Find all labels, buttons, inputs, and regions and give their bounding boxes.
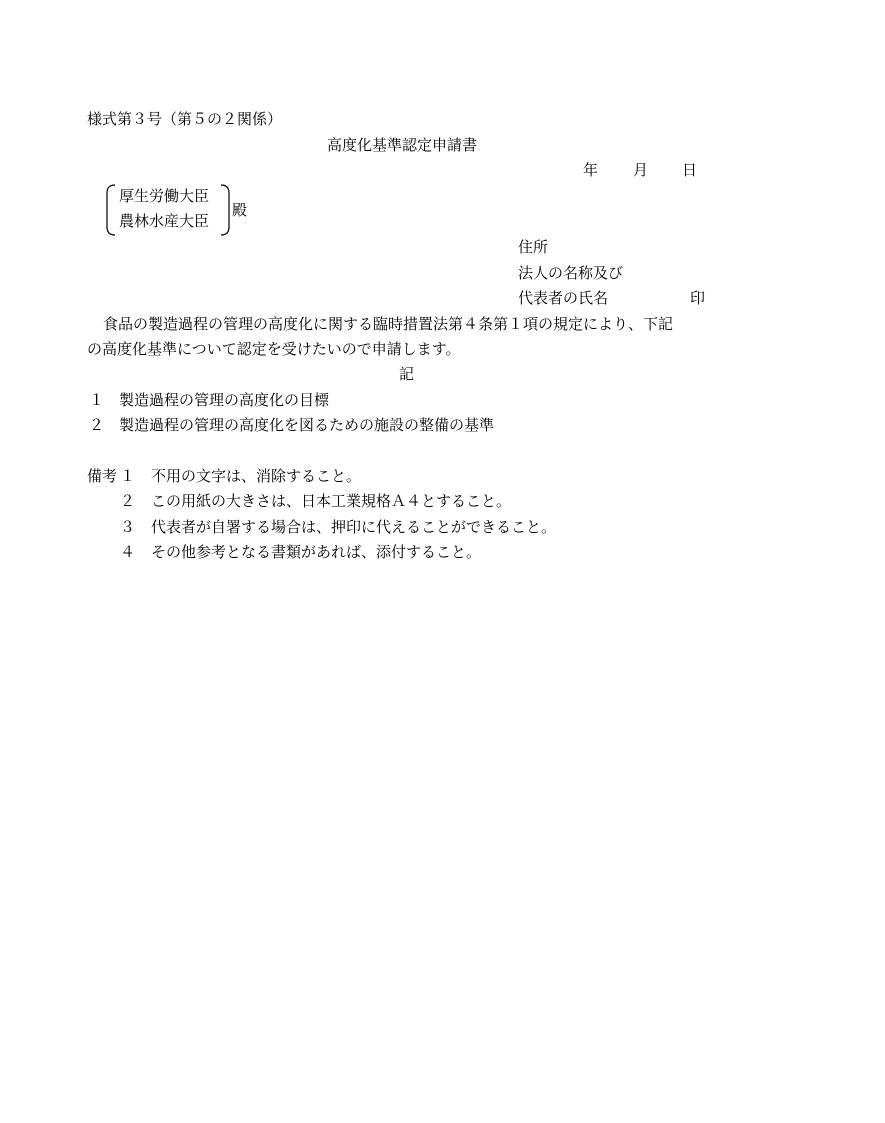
- address-label: 住所: [518, 238, 549, 256]
- corporation-name-label: 法人の名称及び: [518, 264, 624, 282]
- seal-label: 印: [690, 289, 706, 307]
- body-text-line-1: 食品の製造過程の管理の高度化に関する臨時措置法第４条第１項の規定により、下記: [103, 315, 674, 333]
- recipient-labor-minister: 厚生労働大臣: [119, 187, 210, 205]
- date-day-label: 日: [682, 161, 698, 179]
- note-number: ２: [120, 492, 136, 510]
- recipient-block: [106, 184, 230, 236]
- body-text-line-2: の高度化基準について認定を受けたいので申請します。: [87, 340, 461, 358]
- note-number: ４: [120, 543, 136, 561]
- recipient-agriculture-minister: 農林水産大臣: [119, 212, 210, 230]
- honorific-label: 殿: [232, 201, 248, 219]
- date-year-label: 年: [583, 161, 599, 179]
- representative-name-label: 代表者の氏名: [518, 289, 609, 307]
- notes-heading: 備考: [87, 467, 118, 485]
- date-month-label: 月: [633, 161, 649, 179]
- document-title: 高度化基準認定申請書: [327, 136, 478, 154]
- note-number: ３: [120, 518, 136, 536]
- note-text: その他参考となる書類があれば、添付すること。: [151, 543, 482, 561]
- ki-label: 記: [399, 365, 415, 383]
- form-number-label: 様式第３号（第５の２関係）: [87, 110, 283, 128]
- note-text: この用紙の大きさは、日本工業規格Ａ４とすること。: [151, 492, 512, 510]
- item-number: １: [89, 391, 105, 409]
- note-text: 不用の文字は、消除すること。: [151, 467, 362, 485]
- item-text: 製造過程の管理の高度化を図るための施設の整備の基準: [119, 416, 495, 434]
- item-number: ２: [89, 416, 105, 434]
- note-text: 代表者が自署する場合は、押印に代えることができること。: [151, 518, 557, 536]
- note-number: １: [120, 467, 136, 485]
- item-text: 製造過程の管理の高度化の目標: [119, 391, 330, 409]
